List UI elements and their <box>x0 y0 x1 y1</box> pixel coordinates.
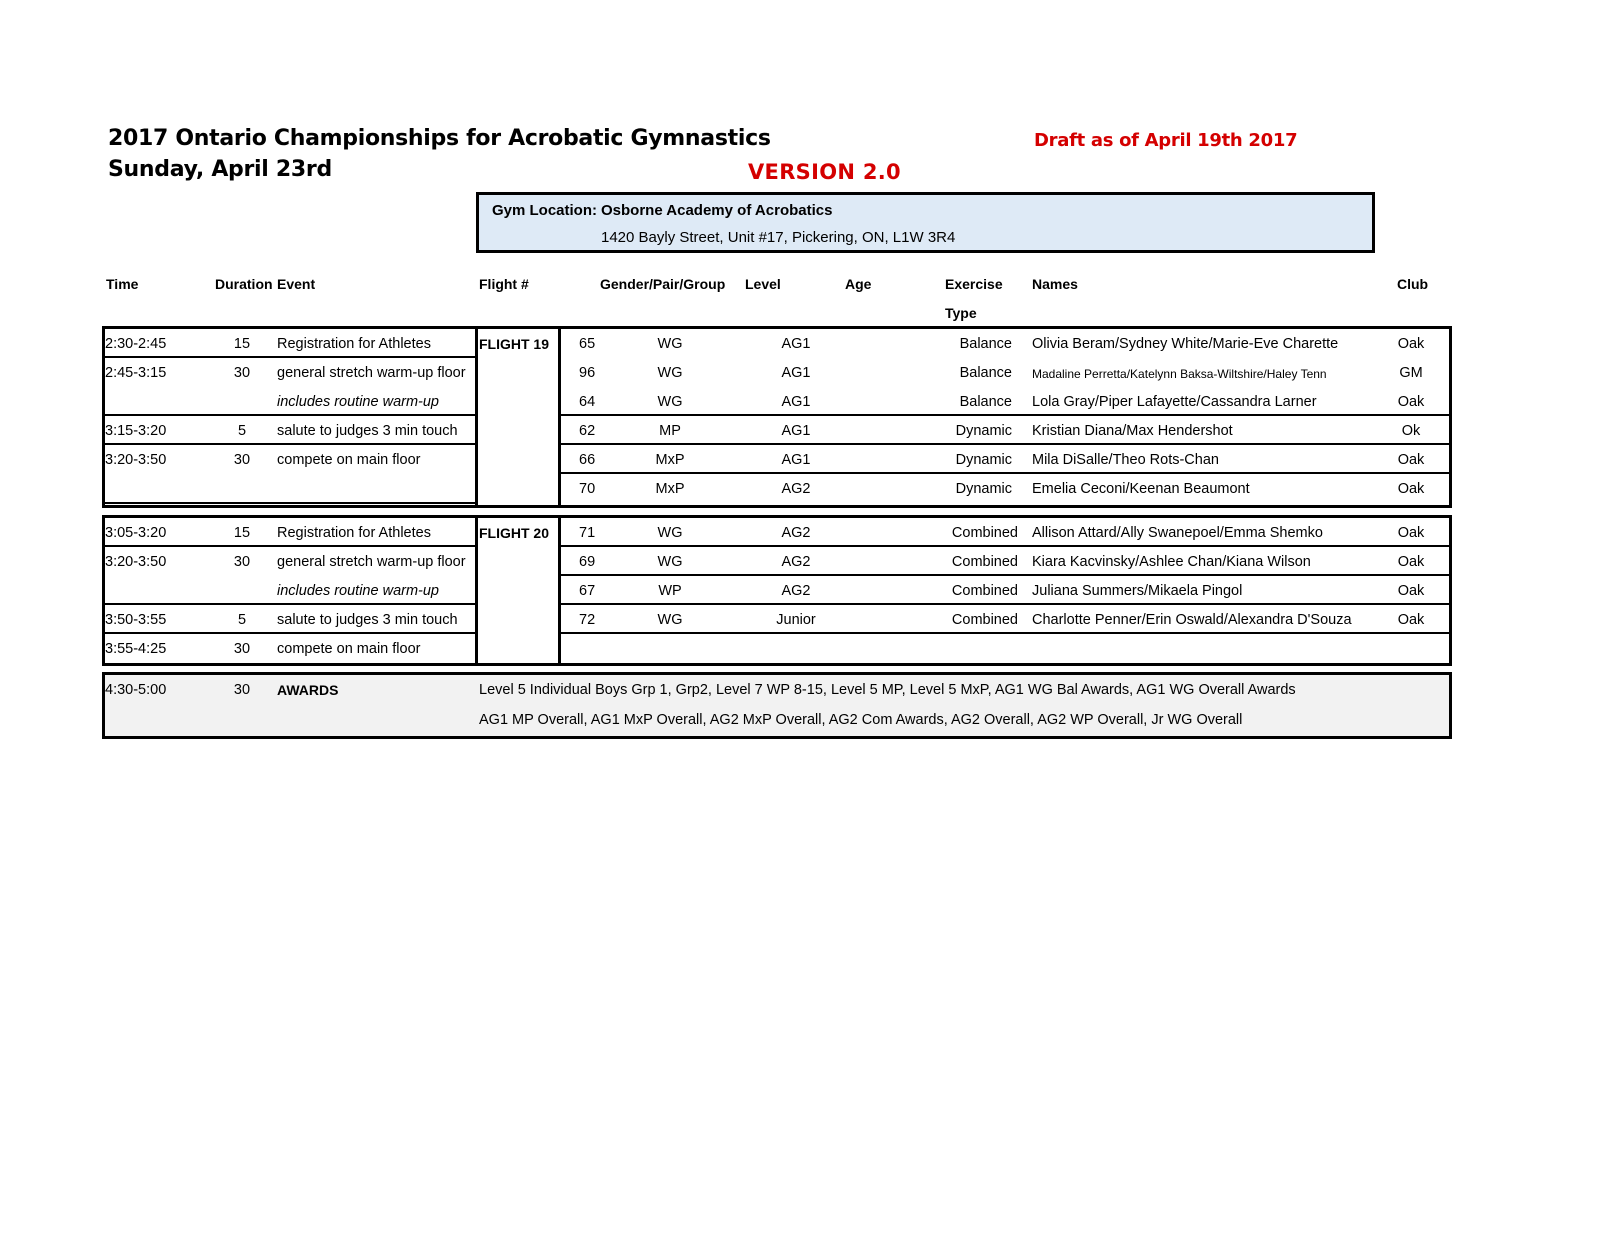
entry-gpg: WG <box>657 394 683 410</box>
schedule-time: 2:30-2:45 <box>105 336 167 352</box>
gym-name: Osborne Academy of Acrobatics <box>601 202 833 219</box>
gym-location-box <box>476 192 1375 253</box>
entry-gpg: WG <box>657 525 683 541</box>
entry-number: 71 <box>579 525 596 541</box>
entry-type: Balance <box>959 394 1012 410</box>
entry-level: AG1 <box>781 423 811 439</box>
schedule-time: 3:20-3:50 <box>105 452 167 468</box>
entry-gpg: WP <box>658 583 682 599</box>
schedule-duration: 30 <box>233 641 251 657</box>
schedule-event-note: includes routine warm-up <box>277 394 439 410</box>
entry-club: Oak <box>1397 336 1425 352</box>
awards-line-1: Level 5 Individual Boys Grp 1, Grp2, Level 7 WP 8-15, Level 5 MP, Level 5 MxP, AG1 WG Bal Awards, AG1 WG Overall Awards <box>479 682 1296 698</box>
col-names: Names <box>1032 276 1078 292</box>
entry-club: Oak <box>1397 583 1425 599</box>
entry-names: Olivia Beram/Sydney White/Marie-Eve Charette <box>1032 336 1339 352</box>
col-age: Age <box>845 276 872 292</box>
schedule-event: Registration for Athletes <box>277 525 431 541</box>
entry-level: AG2 <box>781 525 811 541</box>
schedule-event: Registration for Athletes <box>277 336 431 352</box>
page-title: 2017 Ontario Championships for Acrobatic Gymnastics <box>108 126 771 151</box>
entry-names: Emelia Ceconi/Keenan Beaumont <box>1032 481 1250 497</box>
entry-level: AG1 <box>781 336 811 352</box>
schedule-duration: 15 <box>233 525 251 541</box>
col-event: Event <box>277 276 316 292</box>
entry-type: Combined <box>951 612 1018 628</box>
schedule-duration: 5 <box>237 423 247 439</box>
schedule-time: 3:15-3:20 <box>105 423 167 439</box>
entry-number: 72 <box>579 612 596 628</box>
schedule-event-note: includes routine warm-up <box>277 583 439 599</box>
entry-level: AG1 <box>781 365 811 381</box>
awards-duration: 30 <box>233 682 251 698</box>
awards-label: AWARDS <box>277 682 339 698</box>
entry-number: 65 <box>579 336 596 352</box>
col-club: Club <box>1397 276 1429 292</box>
flight-20-label: FLIGHT 20 <box>479 525 550 541</box>
entry-club: Oak <box>1397 554 1425 570</box>
entry-number: 69 <box>579 554 596 570</box>
entry-club: Oak <box>1397 525 1425 541</box>
gym-location-label: Gym Location: <box>492 202 598 219</box>
entry-type: Balance <box>959 336 1012 352</box>
entry-club: Ok <box>1401 423 1421 439</box>
entry-names: Juliana Summers/Mikaela Pingol <box>1032 583 1243 599</box>
schedule-event: salute to judges 3 min touch <box>277 612 458 628</box>
draft-notice: Draft as of April 19th 2017 <box>1034 130 1298 151</box>
schedule-duration: 30 <box>233 554 251 570</box>
entry-type: Dynamic <box>955 481 1012 497</box>
schedule-duration: 30 <box>233 365 251 381</box>
entry-level: AG2 <box>781 583 811 599</box>
col-duration: Duration <box>215 276 273 292</box>
entry-gpg: WG <box>657 612 683 628</box>
entry-number: 70 <box>579 481 596 497</box>
schedule-time: 3:05-3:20 <box>105 525 167 541</box>
entry-gpg: MxP <box>655 452 685 468</box>
entry-gpg: WG <box>657 554 683 570</box>
entry-type: Combined <box>951 525 1018 541</box>
entry-names: Kiara Kacvinsky/Ashlee Chan/Kiana Wilson <box>1032 554 1311 570</box>
entry-number: 64 <box>579 394 596 410</box>
entry-club: Oak <box>1397 612 1425 628</box>
entry-level: AG1 <box>781 452 811 468</box>
col-gender-pair-group: Gender/Pair/Group <box>600 276 726 292</box>
schedule-time: 3:55-4:25 <box>105 641 167 657</box>
page-date: Sunday, April 23rd <box>108 157 332 182</box>
entry-club: Oak <box>1397 452 1425 468</box>
col-flight: Flight # <box>479 276 529 292</box>
entry-level: Junior <box>776 612 816 628</box>
entry-type: Balance <box>959 365 1012 381</box>
entry-gpg: MP <box>659 423 681 439</box>
schedule-time: 2:45-3:15 <box>105 365 167 381</box>
schedule-duration: 15 <box>233 336 251 352</box>
entry-level: AG2 <box>781 554 811 570</box>
schedule-time: 3:50-3:55 <box>105 612 167 628</box>
entry-names: Madaline Perretta/Katelynn Baksa-Wiltshire/Haley Tenn <box>1032 367 1327 381</box>
col-exercise: Exercise <box>945 276 1003 292</box>
schedule-event: compete on main floor <box>277 452 421 468</box>
entry-type: Combined <box>951 554 1018 570</box>
col-level: Level <box>745 276 781 292</box>
entry-type: Combined <box>951 583 1018 599</box>
entry-gpg: WG <box>657 365 683 381</box>
schedule-event: salute to judges 3 min touch <box>277 423 458 439</box>
gym-address: 1420 Bayly Street, Unit #17, Pickering, ON, L1W 3R4 <box>601 229 956 246</box>
entry-type: Dynamic <box>955 452 1012 468</box>
entry-names: Lola Gray/Piper Lafayette/Cassandra Larner <box>1032 394 1317 410</box>
entry-number: 96 <box>579 365 596 381</box>
entry-club: GM <box>1399 365 1423 381</box>
entry-gpg: WG <box>657 336 683 352</box>
schedule-duration: 5 <box>237 612 247 628</box>
schedule-event: compete on main floor <box>277 641 421 657</box>
entry-club: Oak <box>1397 394 1425 410</box>
version-label: VERSION 2.0 <box>748 160 901 184</box>
col-exercise-type: Type <box>945 305 977 321</box>
entry-type: Dynamic <box>955 423 1012 439</box>
schedule-duration: 30 <box>233 452 251 468</box>
entry-number: 62 <box>579 423 596 439</box>
flight-19-label: FLIGHT 19 <box>479 336 550 352</box>
entry-club: Oak <box>1397 481 1425 497</box>
awards-time: 4:30-5:00 <box>105 682 167 698</box>
entry-gpg: MxP <box>655 481 685 497</box>
entry-names: Allison Attard/Ally Swanepoel/Emma Shemko <box>1032 525 1323 541</box>
entry-level: AG2 <box>781 481 811 497</box>
entry-names: Charlotte Penner/Erin Oswald/Alexandra D'Souza <box>1032 612 1352 628</box>
entry-names: Kristian Diana/Max Hendershot <box>1032 423 1233 439</box>
awards-line-2: AG1 MP Overall, AG1 MxP Overall, AG2 MxP Overall, AG2 Com Awards, AG2 Overall, AG2 WP Overall, Jr WG Overall <box>479 712 1243 728</box>
schedule-event: general stretch warm-up floor <box>277 365 466 381</box>
entry-level: AG1 <box>781 394 811 410</box>
col-time: Time <box>106 276 139 292</box>
entry-number: 67 <box>579 583 596 599</box>
entry-names: Mila DiSalle/Theo Rots-Chan <box>1032 452 1219 468</box>
schedule-event: general stretch warm-up floor <box>277 554 466 570</box>
schedule-time: 3:20-3:50 <box>105 554 167 570</box>
entry-number: 66 <box>579 452 596 468</box>
